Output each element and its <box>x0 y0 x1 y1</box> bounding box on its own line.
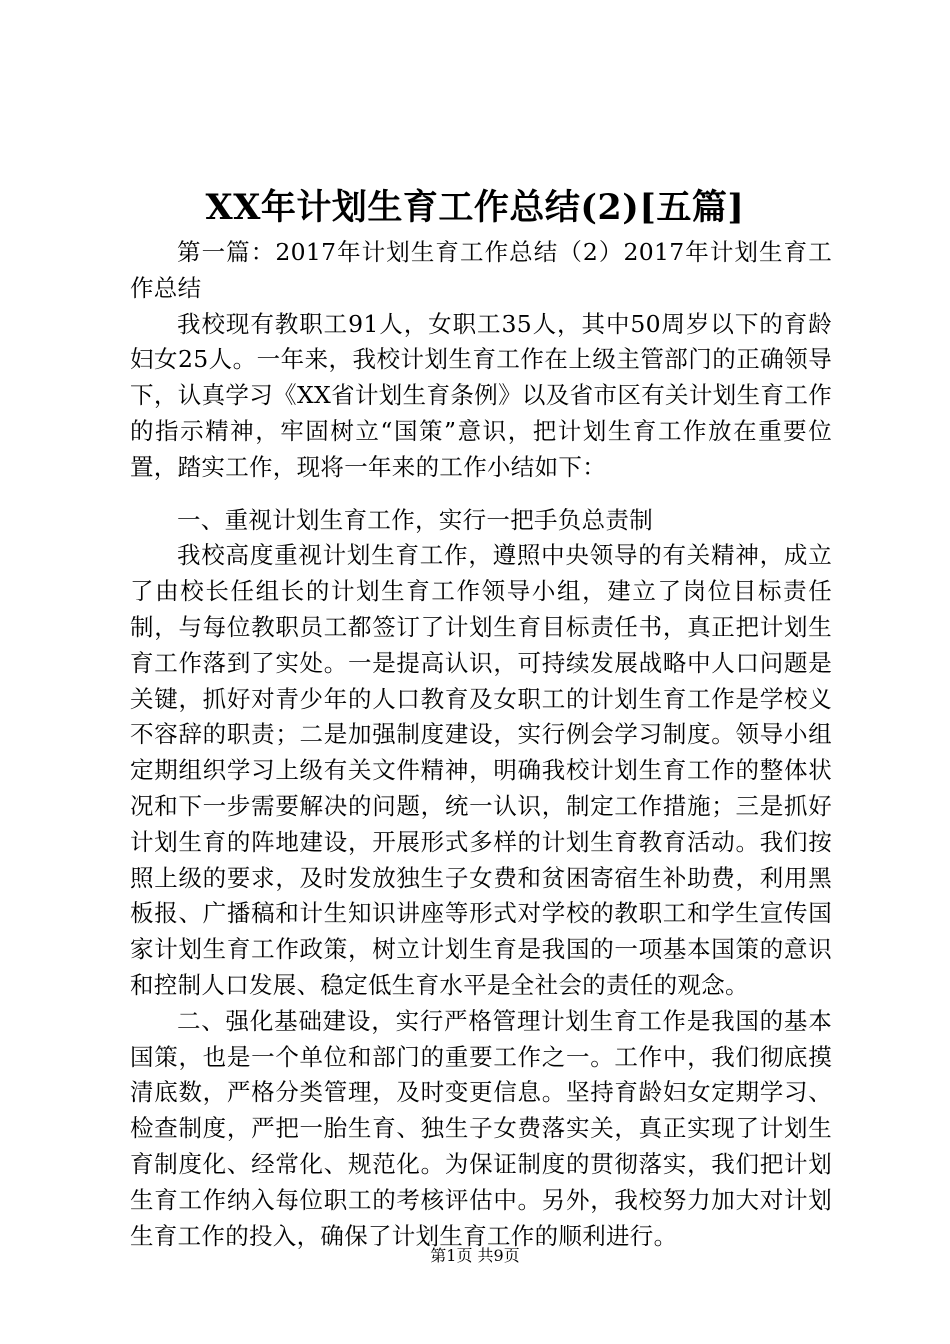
paragraph-heading-one: 一、重视计划生育工作，实行一把手负总责制 <box>177 505 653 534</box>
document-body <box>130 235 832 1254</box>
document-title: XX年计划生育工作总结(2)[五篇] <box>205 187 745 228</box>
paragraph-section-heading: 第一篇：2017年计划生育工作总结（2）2017年计划生育工作总结 <box>130 238 832 302</box>
paragraph-body-one: 我校高度重视计划生育工作，遵照中央领导的有关精神，成立了由校长任组长的计划生育工作领导小组，建立了岗位目标责任制，与每位教职员工都签订了计划生育目标责任书，真正把计划生育工作落到了实处。一是提高认识，可持续发展战略中人口问题是关键，抓好对青少年的人口教育及女职工的计划生育工作是学校义不容辞的职责；二是加强制度建设，实行例会学习制度。领导小组定期组织学习上级有关文件精神，明确我校计划生育工作的整体状况和下一步需要解决的问题，统一认识，制定工作措施；三是抓好计划生育的阵地建设，开展形式多样的计划生育教育活动。我们按照上级的要求，及时发放独生子女费和贫困寄宿生补助费，利用黑板报、广播稿和计生知识讲座等形式对学校的教职工和学生宣传国家计划生育工作政策，树立计划生育是我国的一项基本国策的意识和控制人口发展、稳定低生育水平是全社会的责任的观念。 <box>130 541 832 999</box>
page-indicator: 第1页 共9页 <box>430 1246 520 1265</box>
paragraph-intro: 我校现有教职工91人，女职工35人，其中50周岁以下的育龄妇女25人。一年来，我校计划生育工作在上级主管部门的正确领导下，认真学习《XX省计划生育条例》以及省市区有关计划生育工作的指示精神，牢固树立“国策”意识，把计划生育工作放在重要位置，踏实工作，现将一年来的工作小结如下： <box>130 309 832 481</box>
paragraph-body-two: 二、强化基础建设，实行严格管理计划生育工作是我国的基本国策，也是一个单位和部门的重要工作之一。工作中，我们彻底摸清底数，严格分类管理，及时变更信息。坚持育龄妇女定期学习、检查制度，严把一胎生育、独生子女费落实关，真正实现了计划生育制度化、经常化、规范化。为保证制度的贯彻落实，我们把计划生育工作纳入每位职工的考核评估中。另外，我校努力加大对计划生育工作的投入，确保了计划生育工作的顺利进行。 <box>130 1006 832 1250</box>
